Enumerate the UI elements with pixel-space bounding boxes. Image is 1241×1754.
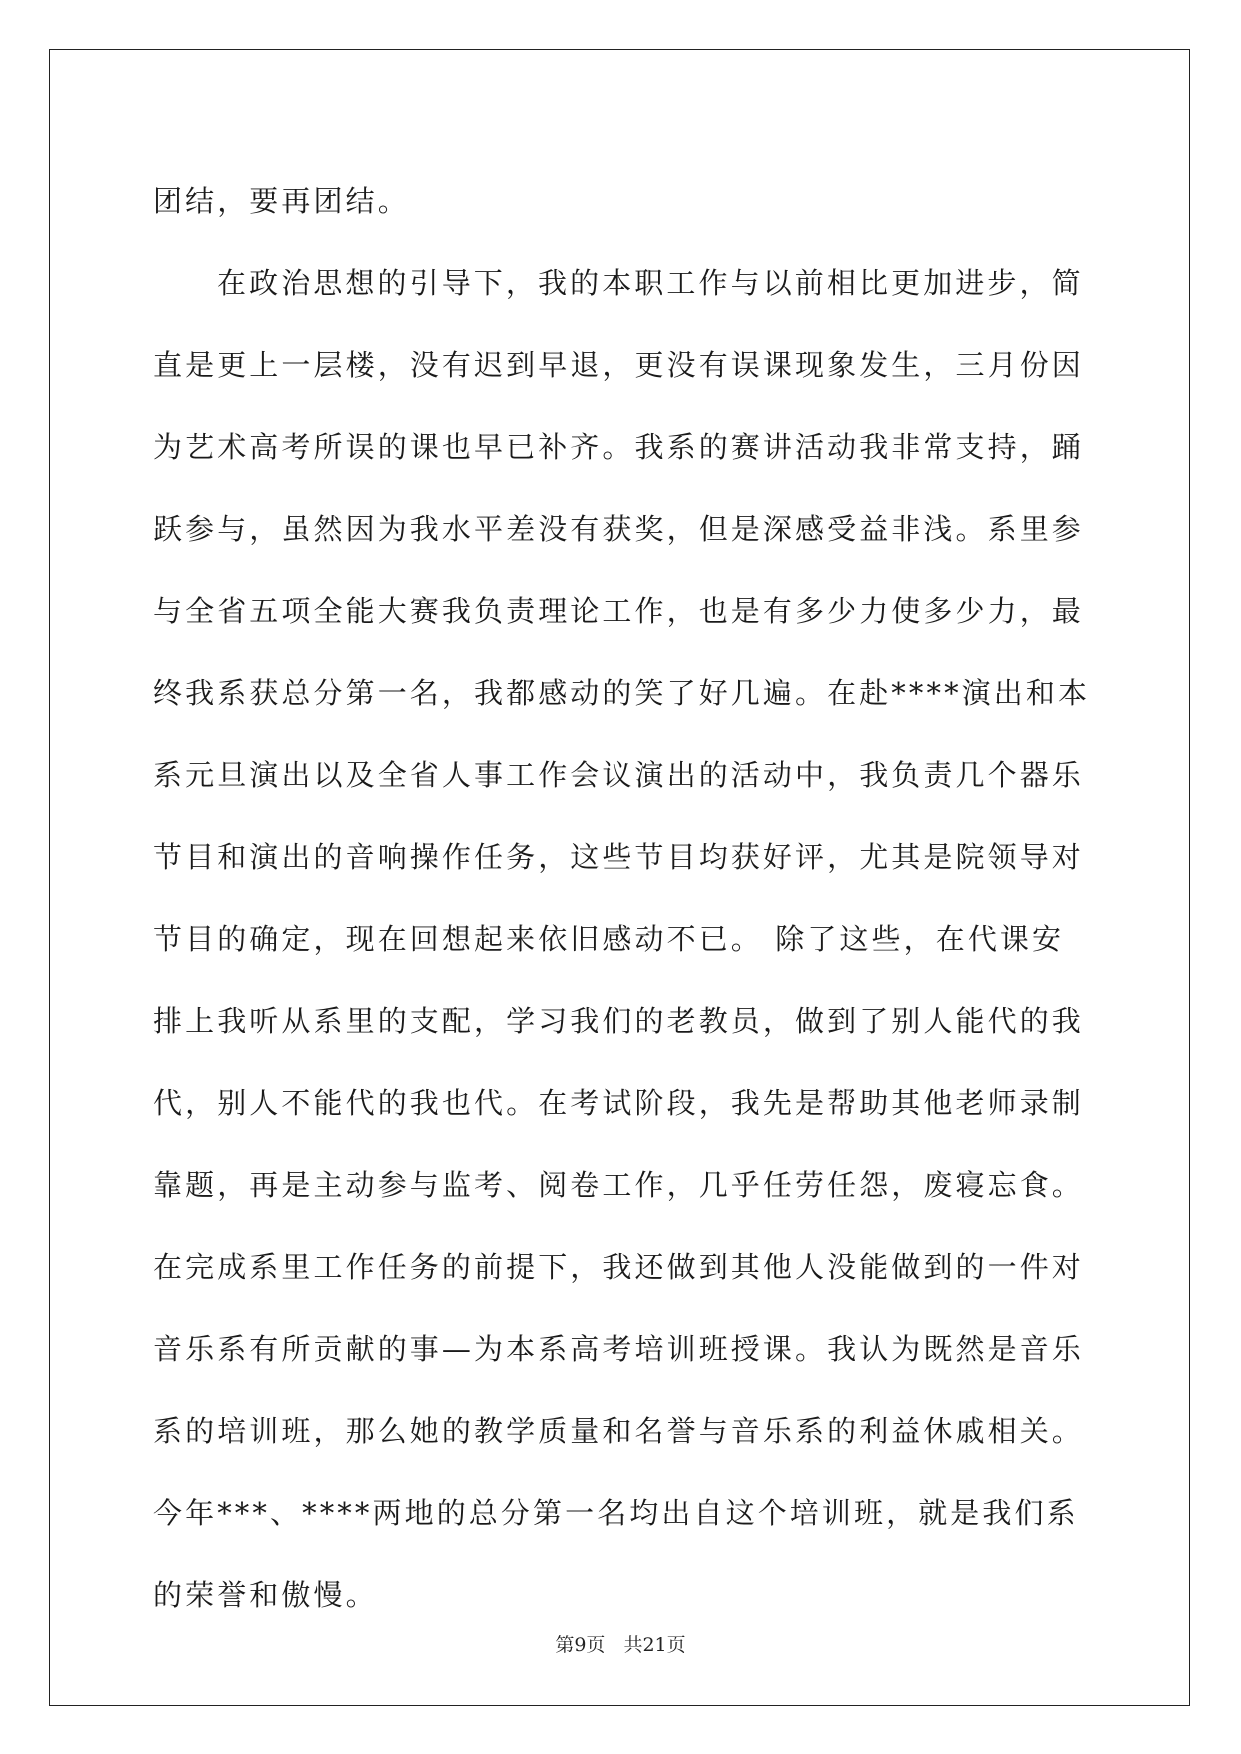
page-total: 共21页 (623, 1634, 686, 1656)
page-number: 第9页 (555, 1634, 606, 1656)
document-body (153, 160, 1093, 1636)
paragraph-main: 在政治思想的引导下，我的本职工作与以前相比更加进步，简直是更上一层楼，没有迟到早退，更没有误课现象发生，三月份因为艺术高考所误的课也早已补齐。我系的赛讲活动我非常支持，踊跃参与，虽然因为我水平差没有获奖，但是深感受益非浅。系里参与全省五项全能大赛我负责理论工作，也是有多少力使多少力，最终我系获总分第一名，我都感动的笑了好几遍。在赴****演出和本系元旦演出以及全省人事工作会议演出的活动中，我负责几个器乐节目和演出的音响操作任务，这些节目均获好评，尤其是院领导对节目的确定，现在回想起来依旧感动不已。 除了这些，在代课安排上我听从系里的支配，学习我们的老教员，做到了别人能代的我代，别人不能代的我也代。在考试阶段，我先是帮助其他老师录制靠题，再是主动参与监考、阅卷工作，几乎任劳任怨，废寝忘食。在完成系里工作任务的前提下，我还做到其他人没能做到的一件对音乐系有所贡献的事—为本系高考培训班授课。我认为既然是音乐系的培训班，那么她的教学质量和名誉与音乐系的利益休戚相关。今年***、****两地的总分第一名均出自这个培训班，就是我们系的荣誉和傲慢。 (153, 266, 1091, 1612)
page-footer (0, 1630, 1241, 1657)
paragraph-continuation: 团结，要再团结。 (153, 184, 410, 218)
